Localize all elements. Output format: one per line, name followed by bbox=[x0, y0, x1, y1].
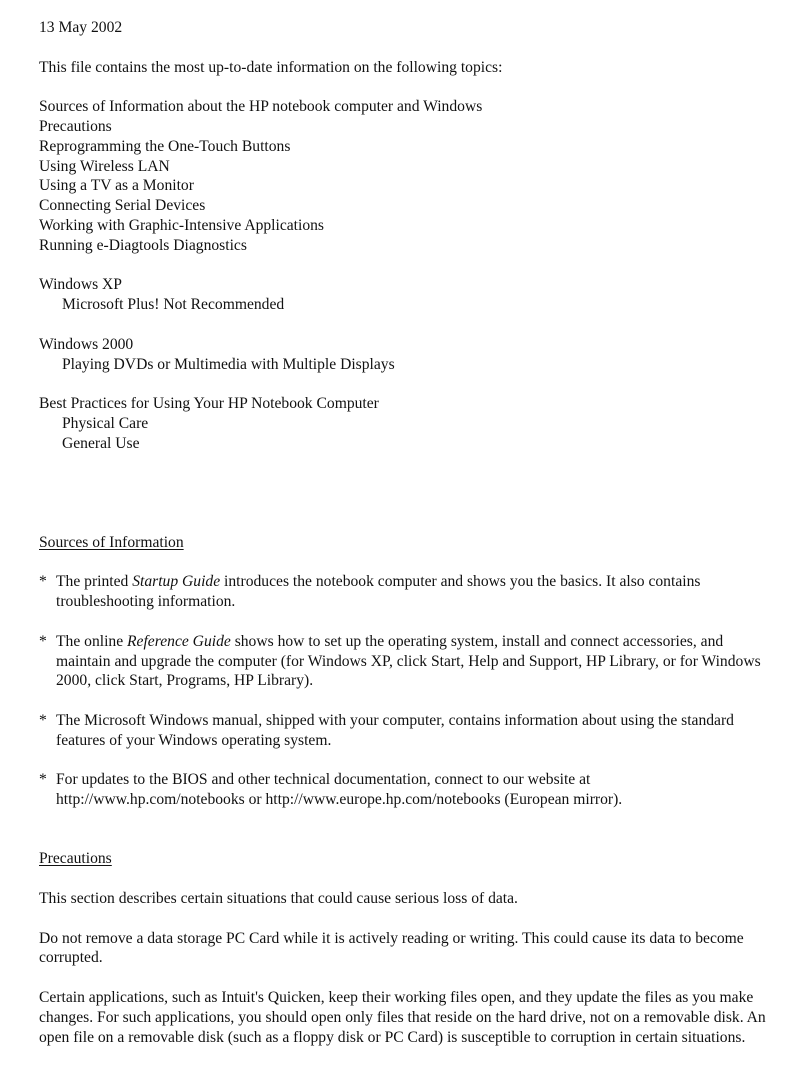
paragraph: Certain applications, such as Intuit's Quicken, keep their working files open, and they update the files as you make changes. For such applications, you should open only files that reside on the hard drive, not on a removable disk. An open file on a removable disk (such as a floppy disk or PC Card) is susceptible to corruption in certain situations. bbox=[39, 989, 766, 1046]
topic-item: Running e-Diagtools Diagnostics bbox=[39, 236, 247, 254]
intro-text: This file contains the most up-to-date information on the following topics: bbox=[39, 58, 503, 76]
win2000-title: Windows 2000 bbox=[39, 335, 134, 353]
best-practices-subtopic: General Use bbox=[62, 434, 140, 452]
list-item bbox=[39, 632, 774, 691]
bullet-marker: * bbox=[39, 771, 47, 789]
reference-guide-title: Reference Guide bbox=[127, 632, 231, 650]
list-item bbox=[39, 572, 774, 612]
bullet-text: The printed bbox=[56, 573, 133, 591]
paragraph: This section describes certain situations that could cause serious loss of data. bbox=[39, 890, 518, 908]
precautions-heading: Precautions bbox=[39, 850, 112, 868]
list-item bbox=[39, 770, 774, 810]
startup-guide-title: Startup Guide bbox=[132, 573, 221, 591]
best-practices-subtopic: Physical Care bbox=[62, 414, 149, 432]
bullet-text: The Microsoft Windows manual, shipped with your computer, contains information about using the standard features of your Windows operating system. bbox=[56, 711, 734, 749]
bullet-marker: * bbox=[39, 632, 47, 650]
bullet-text: For updates to the BIOS and other technical documentation, connect to our website at http://www.hp.com/notebooks or http://www.europe.hp.com/notebooks (European mirror). bbox=[56, 771, 623, 809]
paragraph: Do not remove a data storage PC Card while it is actively reading or writing. This could cause its data to become corrupted. bbox=[39, 929, 744, 967]
bullet-text: introduces the notebook computer and shows you the basics. It also contains troubleshooting information. bbox=[56, 573, 701, 611]
topics-list bbox=[39, 97, 808, 255]
winxp-subtopic: Microsoft Plus! Not Recommended bbox=[62, 296, 285, 314]
bullet-text: The online bbox=[56, 632, 128, 650]
topic-item: Connecting Serial Devices bbox=[39, 197, 206, 215]
topic-item: Using Wireless LAN bbox=[39, 157, 170, 175]
topic-item: Precautions bbox=[39, 117, 112, 135]
list-item bbox=[39, 711, 774, 751]
topic-item: Using a TV as a Monitor bbox=[39, 177, 194, 195]
topic-item: Sources of Information about the HP notebook computer and Windows bbox=[39, 98, 483, 116]
bullet-text: shows how to set up the operating system, install and connect accessories, and maintain and upgrade the computer (for Windows XP, click Start, Help and Support, HP Library, or for Windows 2000, click Start, Programs, HP Library). bbox=[56, 632, 761, 690]
best-practices-title: Best Practices for Using Your HP Notebook Computer bbox=[39, 395, 379, 413]
topic-item: Reprogramming the One-Touch Buttons bbox=[39, 137, 291, 155]
document-date: 13 May 2002 bbox=[39, 19, 123, 36]
bullet-marker: * bbox=[39, 573, 47, 591]
sources-heading: Sources of Information bbox=[39, 533, 184, 551]
winxp-title: Windows XP bbox=[39, 276, 122, 294]
bullet-marker: * bbox=[39, 711, 47, 729]
win2000-subtopic: Playing DVDs or Multimedia with Multiple Displays bbox=[62, 355, 395, 373]
topic-item: Working with Graphic-Intensive Applications bbox=[39, 216, 325, 234]
